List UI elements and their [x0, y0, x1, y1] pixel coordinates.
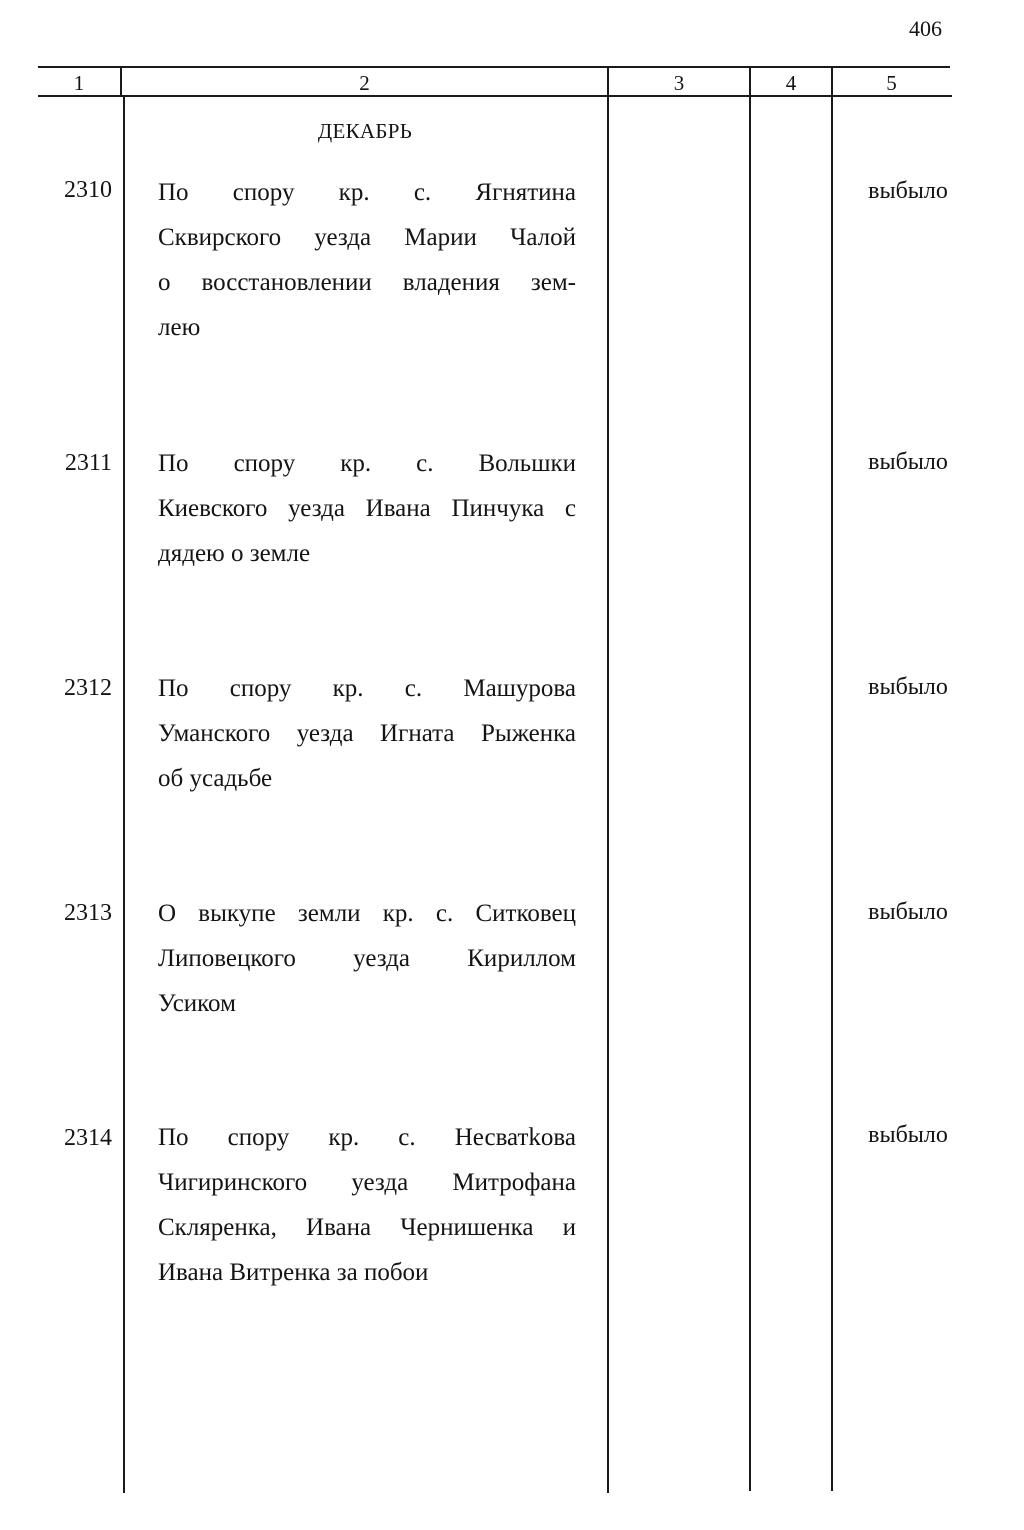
- row-status: выбыло: [868, 449, 948, 475]
- page-number: 406: [909, 16, 942, 41]
- column-header-2: 2: [359, 71, 370, 95]
- row-description: [158, 891, 576, 1026]
- description-line: дядею о земле: [158, 540, 311, 567]
- description-line: Чигиринского уезда Митрофана: [158, 1169, 576, 1196]
- description-line: По спору кр. с. Вольшки: [158, 450, 576, 477]
- row-status: выбыло: [868, 1122, 948, 1148]
- row-status: выбыло: [868, 674, 948, 700]
- description-line: Скляренка, Ивана Чернишенка и: [158, 1214, 576, 1241]
- row-status: выбыло: [868, 178, 948, 204]
- column-header-3: 3: [673, 71, 685, 95]
- description-line: Киевского уезда Ивана Пинчука с: [158, 495, 576, 522]
- description-line: лею: [158, 314, 201, 341]
- column-divider-3: [749, 66, 751, 1491]
- description-line: Ивана Витренка за побои: [158, 1259, 429, 1286]
- description-line: По спору кр. с. Машурова: [158, 675, 576, 702]
- row-description: [158, 666, 576, 801]
- column-divider-1-body: [123, 96, 125, 1493]
- section-heading-month: ДЕКАБРЬ: [317, 119, 413, 143]
- column-header-5: 5: [886, 71, 897, 95]
- description-line: Липовецкого уезда Кириллом: [158, 945, 576, 972]
- row-description: [158, 1115, 576, 1295]
- table-top-rule: [38, 66, 950, 68]
- description-line: По спору кр. с. Несватkова: [158, 1124, 576, 1151]
- row-number: 2314: [64, 1125, 112, 1151]
- row-number: 2310: [64, 177, 112, 203]
- description-line: Усиком: [158, 990, 236, 1017]
- row-number: 2312: [64, 675, 112, 701]
- column-divider-4: [831, 66, 833, 1491]
- column-header-1: 1: [73, 71, 85, 95]
- description-line: о восстановлении владения зем-: [158, 269, 576, 296]
- description-line: По спору кр. с. Ягнятина: [158, 179, 576, 206]
- description-line: Сквирского уезда Марии Чалой: [158, 224, 576, 251]
- row-description: [158, 441, 576, 576]
- column-divider-2: [607, 66, 609, 1493]
- row-number: 2311: [64, 450, 112, 476]
- row-status: выбыло: [868, 899, 948, 925]
- description-line: об усадьбе: [158, 765, 273, 792]
- description-line: О выкупе земли кр. с. Ситковец: [158, 900, 576, 927]
- description-line: Уманского уезда Игната Рыженка: [158, 720, 576, 747]
- row-number: 2313: [64, 900, 112, 926]
- row-description: [158, 170, 576, 350]
- column-header-4: 4: [785, 71, 797, 95]
